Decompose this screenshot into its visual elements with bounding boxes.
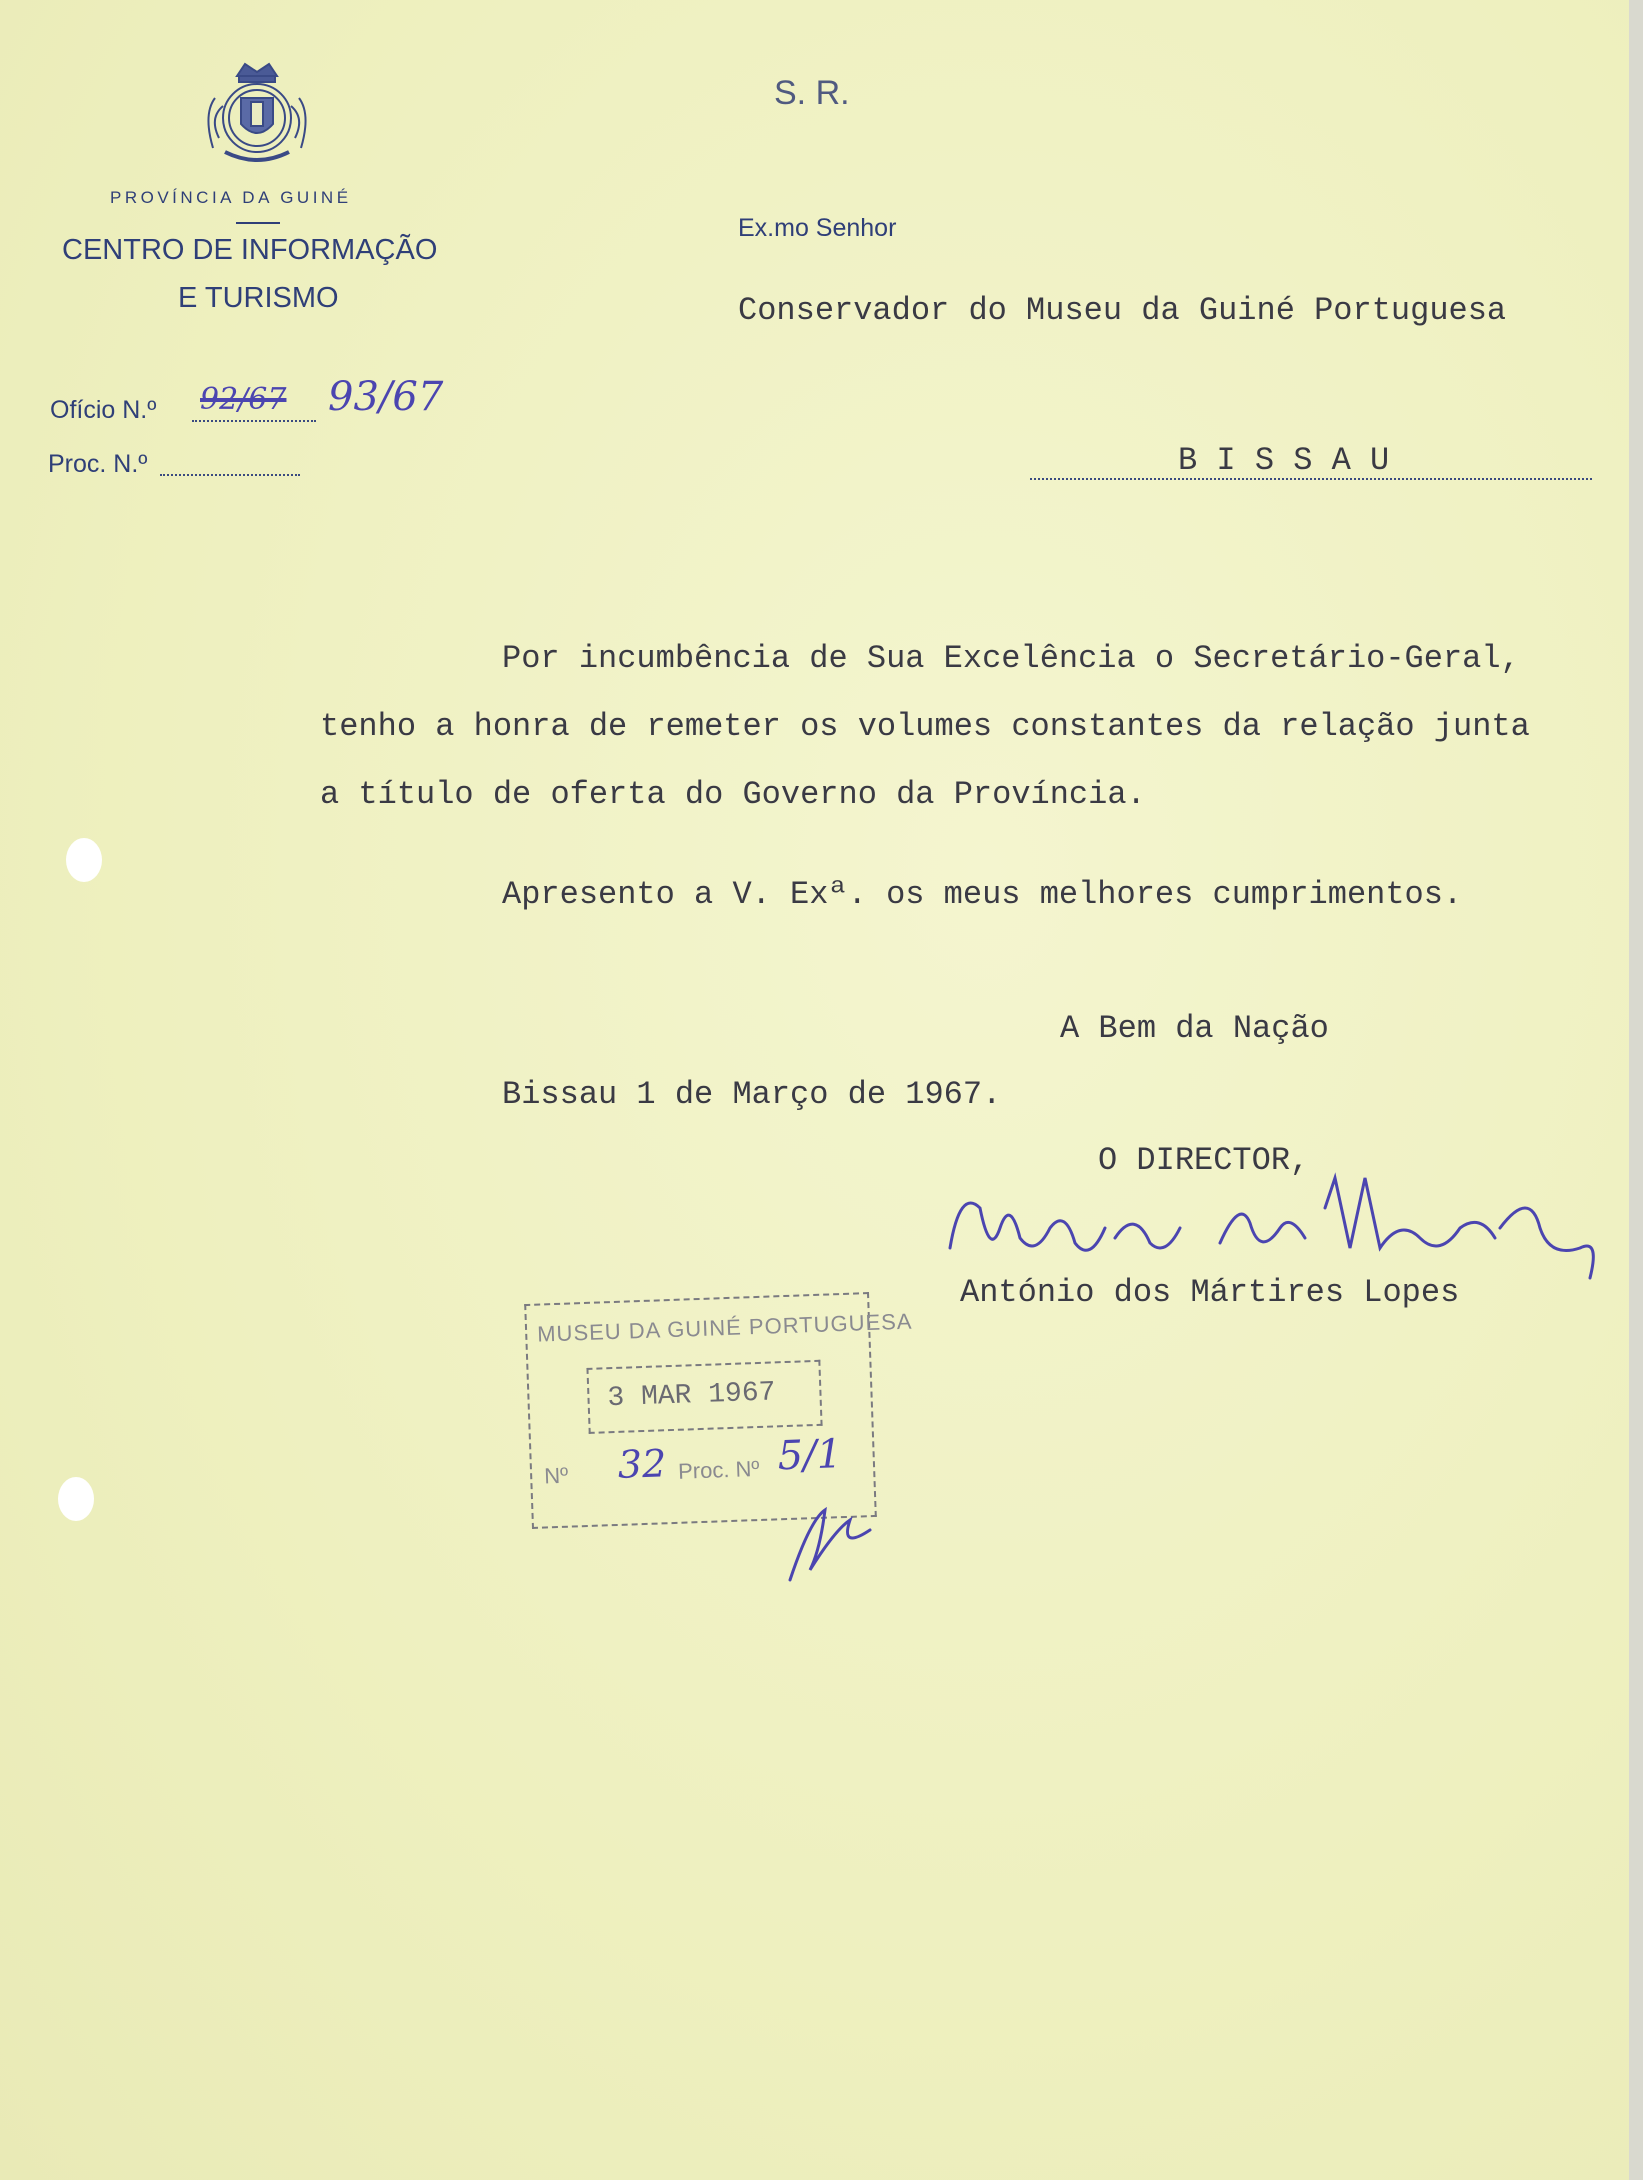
city-dotted-line — [1030, 478, 1592, 480]
body-paragraph2: Apresento a V. Exª. os meus melhores cumprimentos. — [502, 876, 1463, 913]
proc-dotted-line — [160, 474, 300, 476]
addressee-city: B I S S A U — [1178, 442, 1390, 479]
coat-of-arms-icon — [195, 58, 320, 173]
handwritten-initials — [780, 1500, 890, 1590]
body-paragraph1-line1: Por incumbência de Sua Excelência o Secretário-Geral, — [502, 640, 1520, 677]
header-mark: S. R. — [774, 74, 850, 112]
department-line2: E TURISMO — [178, 282, 339, 314]
stamp-proc-value: 5/1 — [776, 1431, 843, 1480]
addressee: Conservador do Museu da Guiné Portuguesa — [738, 292, 1507, 329]
stamp-number-label: Nº — [543, 1462, 569, 1489]
punch-hole-top — [66, 838, 102, 882]
department-line1: CENTRO DE INFORMAÇÃO — [62, 234, 438, 266]
stamp-proc-label: Proc. Nº — [677, 1455, 760, 1484]
proc-label: Proc. N.º — [48, 450, 148, 478]
oficio-struck-number: 92/67 — [200, 382, 287, 417]
province-name: PROVÍNCIA DA GUINÉ — [110, 188, 352, 207]
oficio-handwritten-number: 93/67 — [328, 374, 444, 420]
stamp-number-value: 32 — [617, 1441, 667, 1487]
signatory-title: O DIRECTOR, — [1098, 1142, 1310, 1179]
letter-date: Bissau 1 de Março de 1967. — [502, 1076, 1002, 1113]
oficio-label: Ofício N.º — [50, 396, 157, 424]
letterhead-divider — [236, 222, 280, 224]
oficio-dotted-line — [192, 420, 316, 422]
closing-formula: A Bem da Nação — [1060, 1010, 1329, 1047]
body-paragraph1-line2: tenho a honra de remeter os volumes constantes da relação junta — [320, 708, 1530, 745]
salutation: Ex.mo Senhor — [738, 214, 897, 242]
museum-receipt-stamp — [524, 1292, 913, 1529]
stamp-institution: MUSEU DA GUINÉ PORTUGUESA — [536, 1308, 913, 1347]
stamp-date: 3 MAR 1967 — [606, 1377, 777, 1415]
punch-hole-bottom — [58, 1477, 94, 1521]
page-edge — [1629, 0, 1643, 2180]
body-paragraph1-line3: a título de oferta do Governo da Província. — [320, 776, 1146, 813]
signatory-name: António dos Mártires Lopes — [960, 1274, 1460, 1311]
